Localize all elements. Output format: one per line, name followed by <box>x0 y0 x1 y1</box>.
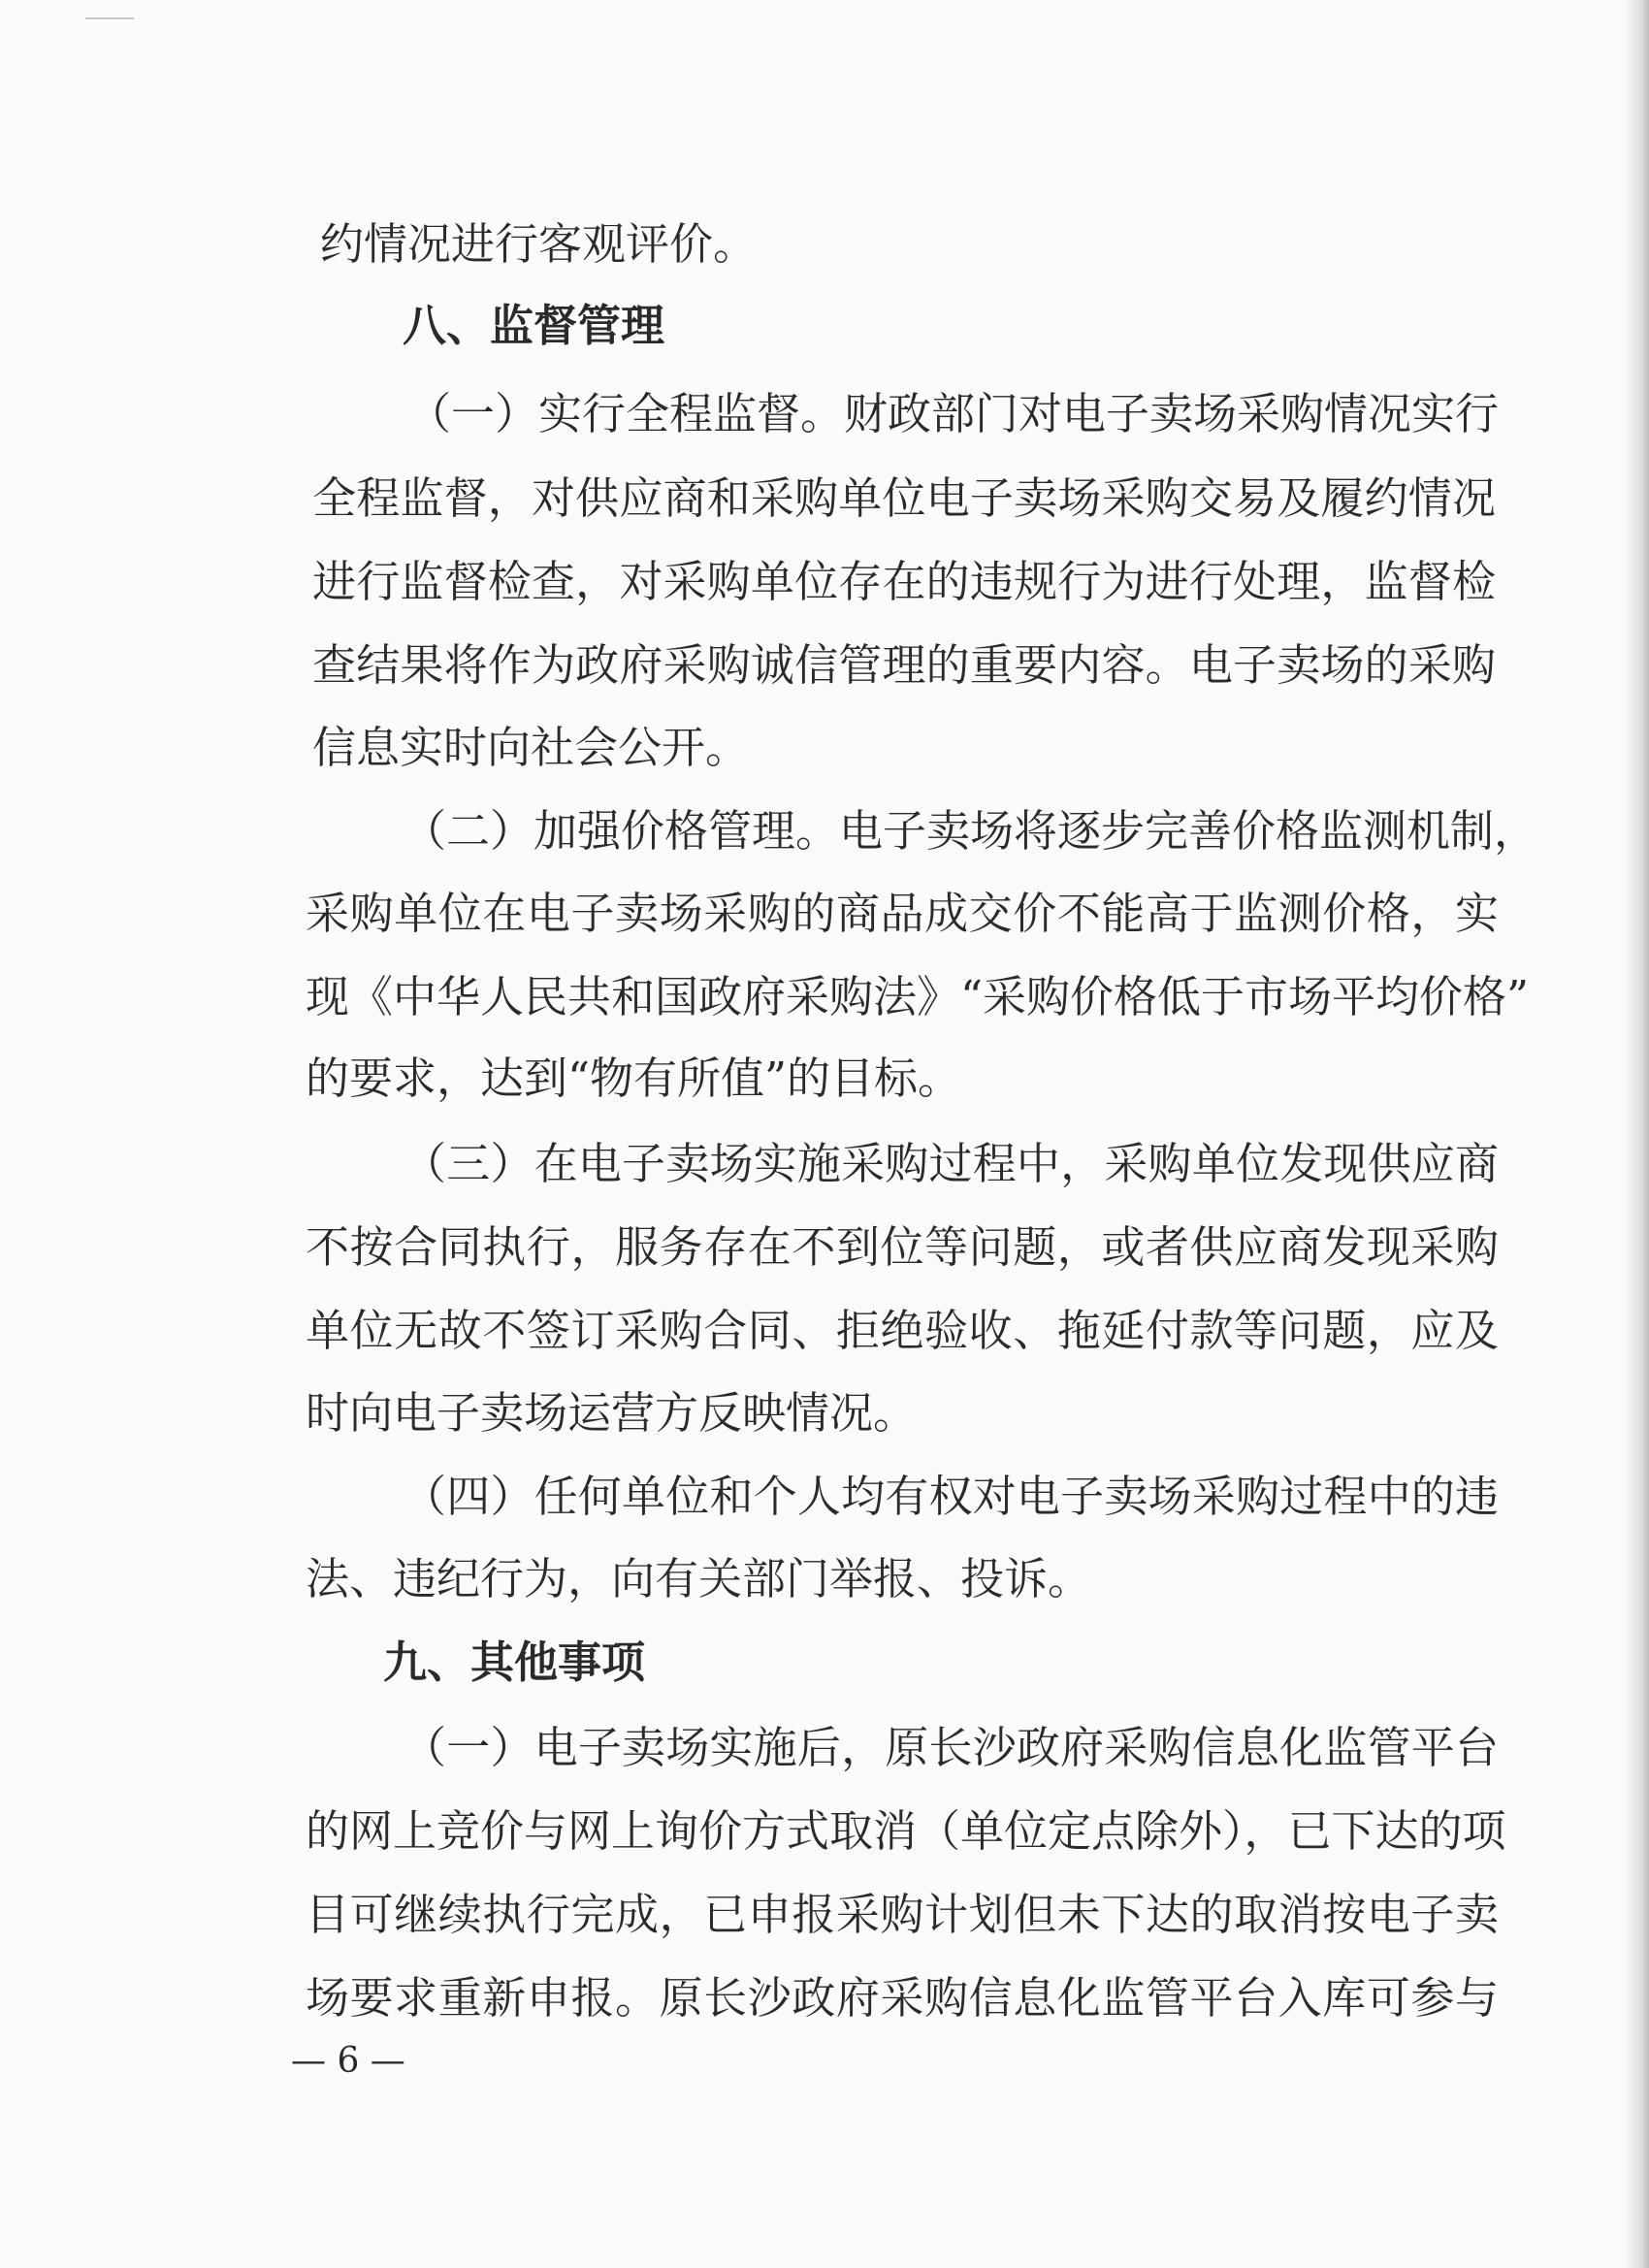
text-line: 法、违纪行为，向有关部门举报、投诉。 <box>306 1553 1092 1604</box>
text-line: 约情况进行客观评价。 <box>320 218 758 270</box>
text-line: （一）实行全程监督。财政部门对电子卖场采购情况实行 <box>407 388 1500 439</box>
text-line: 不按合同执行，服务存在不到位等问题，或者供应商发现采购 <box>306 1221 1499 1273</box>
text-line: 场要求重新申报。原长沙政府采购信息化监管平台入库可参与 <box>306 1972 1499 2024</box>
text-line: 全程监督，对供应商和采购单位电子卖场采购交易及履约情况 <box>312 472 1496 524</box>
section-heading: 八、监督管理 <box>403 300 665 351</box>
text-line: 的要求，达到“物有所值”的目标。 <box>306 1053 962 1104</box>
text-line: （二）加强价格管理。电子卖场将逐步完善价格监测机制， <box>403 805 1538 857</box>
text-line: 现《中华人民共和国政府采购法》“采购价格低于市场平均价格” <box>306 971 1530 1022</box>
text-line: 的网上竞价与网上询价方式取消（单位定点除外），已下达的项 <box>306 1805 1506 1857</box>
text-line: 目可继续执行完成，已申报采购计划但未下达的取消按电子卖 <box>306 1889 1499 1940</box>
scan-edge-shadow <box>1624 0 1649 2268</box>
text-line: 时向电子卖场运营方反映情况。 <box>306 1387 918 1439</box>
text-line: （一）电子卖场实施后，原长沙政府采购信息化监管平台 <box>403 1722 1499 1773</box>
text-line: 进行监督检查，对采购单位存在的违规行为进行处理，监督检 <box>312 556 1496 607</box>
text-line: （四）任何单位和个人均有权对电子卖场采购过程中的违 <box>403 1471 1499 1522</box>
page-number: — 6 — <box>291 2041 405 2081</box>
text-line: 查结果将作为政府采购诚信管理的重要内容。电子卖场的采购 <box>312 639 1496 691</box>
text-line: 单位无故不签订采购合同、拒绝验收、拖延付款等问题，应及 <box>306 1305 1499 1356</box>
text-line: （三）在电子卖场实施采购过程中，采购单位发现供应商 <box>403 1138 1499 1189</box>
text-line: 信息实时向社会公开。 <box>312 722 750 773</box>
scan-mark <box>85 17 134 19</box>
section-heading: 九、其他事项 <box>383 1636 646 1688</box>
text-line: 采购单位在电子卖场采购的商品成交价不能高于监测价格，实 <box>306 888 1499 939</box>
